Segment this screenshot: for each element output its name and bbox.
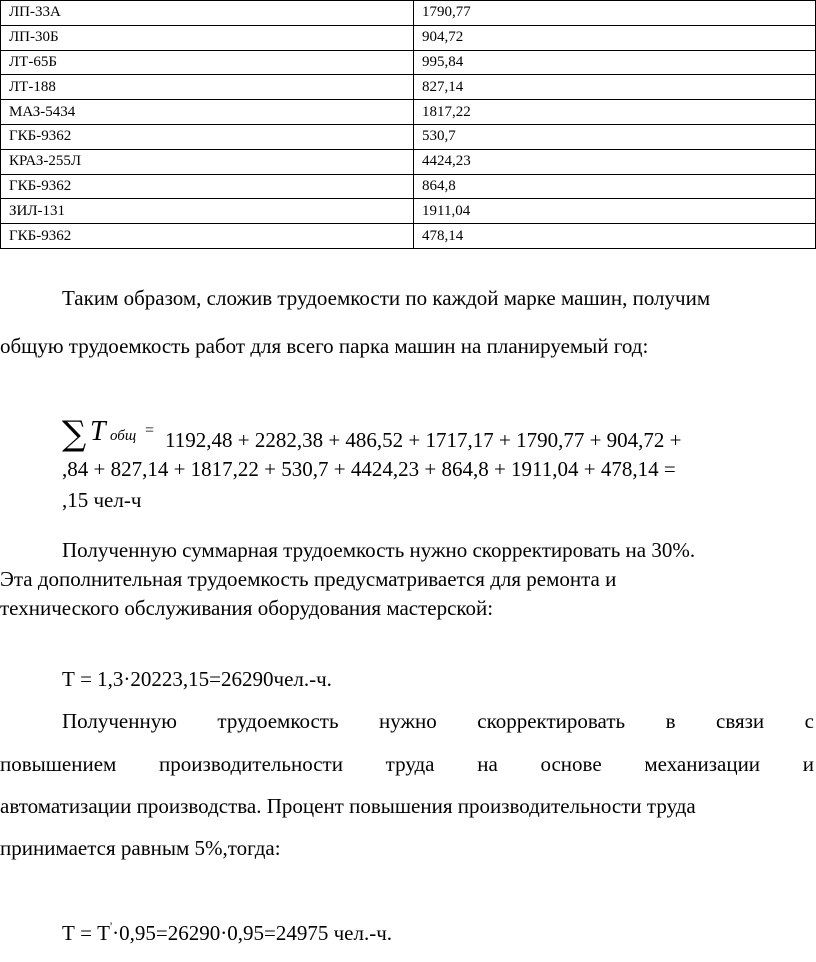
formula-subscript: общ	[110, 428, 137, 444]
paragraph-1-line-1: Таким образом, сложив трудоемкости по каждой марке машин, получим	[62, 286, 711, 310]
labor-value-cell: 995,84	[414, 50, 816, 75]
labor-value-cell: 904,72	[414, 25, 816, 50]
vehicle-model-cell: ЛТ-188	[1, 75, 414, 100]
paragraph-3-line-1: Полученную трудоемкость нужно скорректировать в связи с	[62, 709, 814, 733]
vehicle-model-cell: ГКБ-9362	[1, 124, 414, 149]
labor-value-cell: 4424,23	[414, 149, 816, 174]
table-row	[1, 25, 816, 50]
table-row	[1, 124, 816, 149]
equation-1: Т = 1,3·20223,15=26290чел.-ч.	[62, 667, 332, 691]
labor-value-cell: 864,8	[414, 174, 816, 199]
paragraph-3-line-4: принимается равным 5%,тогда:	[0, 836, 281, 860]
formula-equals: =	[145, 422, 155, 439]
labor-value-cell: 827,14	[414, 75, 816, 100]
vehicle-model-cell: ЛТ-65Б	[1, 50, 414, 75]
table-row	[1, 149, 816, 174]
paragraph-2-line-1: Полученную суммарная трудоемкость нужно скорректировать на 30%.	[62, 538, 696, 562]
sum-icon: ∑	[62, 414, 87, 454]
formula-line-1: 1192,48 + 2282,38 + 486,52 + 1717,17 + 1790,77 + 904,72 +	[165, 428, 682, 452]
labor-value-cell: 1790,77	[414, 1, 816, 26]
paragraph-2-line-2: Эта дополнительная трудоемкость предусматривается для ремонта и	[0, 567, 617, 591]
formula-symbol: T	[90, 416, 106, 447]
table-row	[1, 75, 816, 100]
table-row	[1, 174, 816, 199]
formula-line-2: ,84 + 827,14 + 1817,22 + 530,7 + 4424,23 + 864,8 + 1911,04 + 478,14 =	[62, 457, 676, 481]
table-row	[1, 50, 816, 75]
equation-2-right: ·0,95=26290·0,95=24975 чел.-ч.	[112, 921, 393, 945]
table-body	[1, 1, 816, 249]
vehicle-model-cell: ЛП-30Б	[1, 25, 414, 50]
paragraph-3-line-2: повышением производительности труда на основе механизации и	[0, 752, 814, 776]
prime-mark: '	[110, 919, 113, 933]
vehicle-model-cell: ГКБ-9362	[1, 174, 414, 199]
labor-value-cell: 478,14	[414, 224, 816, 249]
labor-value-cell: 1911,04	[414, 199, 816, 224]
table-row	[1, 100, 816, 125]
labor-intensity-table	[0, 0, 816, 249]
paragraph-2-line-3: технического обслуживания оборудования мастерской:	[0, 596, 494, 620]
formula-line-3: ,15 чел-ч	[62, 488, 142, 512]
paragraph-1-line-2: общую трудоемкость работ для всего парка машин на планируемый год:	[0, 334, 649, 358]
vehicle-model-cell: ЗИЛ-131	[1, 199, 414, 224]
table-row	[1, 199, 816, 224]
vehicle-model-cell: МАЗ-5434	[1, 100, 414, 125]
vehicle-model-cell: ГКБ-9362	[1, 224, 414, 249]
paragraph-3-line-3: автоматизации производства. Процент повышения производительности труда	[0, 794, 696, 818]
labor-value-cell: 530,7	[414, 124, 816, 149]
equation-2	[62, 919, 662, 946]
table-row	[1, 224, 816, 249]
vehicle-model-cell: КРАЗ-255Л	[1, 149, 414, 174]
labor-value-cell: 1817,22	[414, 100, 816, 125]
table-row	[1, 1, 816, 26]
vehicle-model-cell: ЛП-33А	[1, 1, 414, 26]
equation-2-left: Т = Т	[62, 921, 110, 945]
